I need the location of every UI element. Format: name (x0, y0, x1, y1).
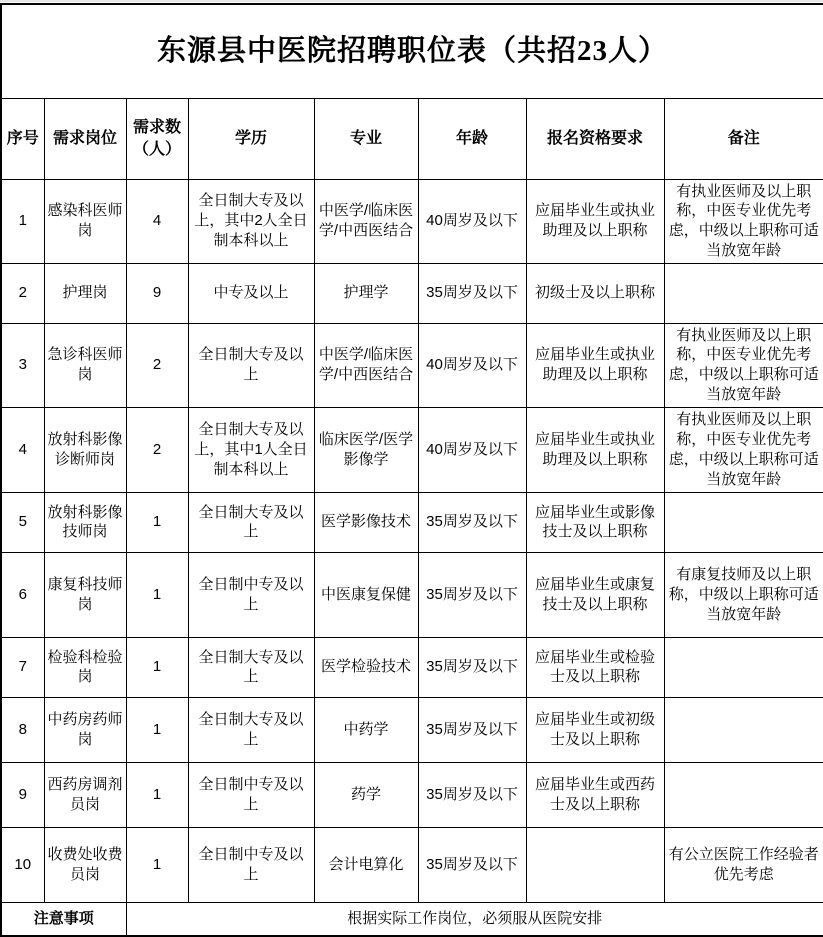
cell-post: 检验科检验岗 (44, 637, 126, 697)
cell-count: 9 (126, 263, 188, 323)
title-row (1, 4, 823, 98)
cell-age: 40周岁及以下 (418, 407, 526, 492)
cell-age: 35周岁及以下 (418, 263, 526, 323)
cell-major: 护理学 (314, 263, 418, 323)
cell-remark: 有康复技师及以上职称，中级以上职称可适当放宽年龄 (664, 552, 823, 637)
cell-qualification: 应届毕业生或西药士及以上职称 (526, 762, 664, 827)
cell-major: 医学检验技术 (314, 637, 418, 697)
column-header-remark: 备注 (664, 98, 823, 179)
notes-row (1, 902, 823, 936)
cell-qualification: 应届毕业生或康复技士及以上职称 (526, 552, 664, 637)
column-header-count: 需求数（人） (126, 98, 188, 179)
table-row (1, 407, 823, 492)
cell-post: 感染科医师岗 (44, 179, 126, 263)
cell-age: 35周岁及以下 (418, 637, 526, 697)
cell-remark (664, 637, 823, 697)
cell-post: 康复科技师岗 (44, 552, 126, 637)
column-header-major: 专业 (314, 98, 418, 179)
cell-remark (664, 762, 823, 827)
cell-age: 40周岁及以下 (418, 179, 526, 263)
cell-no: 2 (1, 263, 44, 323)
table-row (1, 492, 823, 552)
top-hairline (0, 0, 823, 2)
cell-post: 放射科影像诊断师岗 (44, 407, 126, 492)
cell-qualification: 应届毕业生或影像技士及以上职称 (526, 492, 664, 552)
cell-qualification: 应届毕业生或执业助理及以上职称 (526, 323, 664, 407)
cell-count: 4 (126, 179, 188, 263)
cell-remark (664, 263, 823, 323)
column-header-post: 需求岗位 (44, 98, 126, 179)
cell-count: 2 (126, 323, 188, 407)
cell-age: 40周岁及以下 (418, 323, 526, 407)
cell-no: 1 (1, 179, 44, 263)
cell-age: 35周岁及以下 (418, 762, 526, 827)
cell-no: 4 (1, 407, 44, 492)
notes-label: 注意事项 (1, 902, 126, 936)
column-header-qualification: 报名资格要求 (526, 98, 664, 179)
cell-education: 全日制中专及以上 (188, 827, 314, 902)
cell-education: 全日制大专及以上 (188, 697, 314, 762)
cell-major: 会计电算化 (314, 827, 418, 902)
cell-no: 3 (1, 323, 44, 407)
cell-qualification: 应届毕业生或初级士及以上职称 (526, 697, 664, 762)
table-row (1, 179, 823, 263)
cell-age: 35周岁及以下 (418, 827, 526, 902)
cell-qualification (526, 827, 664, 902)
cell-age: 35周岁及以下 (418, 697, 526, 762)
table-row (1, 552, 823, 637)
cell-count: 1 (126, 637, 188, 697)
cell-age: 35周岁及以下 (418, 552, 526, 637)
cell-count: 1 (126, 552, 188, 637)
column-header-age: 年龄 (418, 98, 526, 179)
cell-post: 西药房调剂员岗 (44, 762, 126, 827)
cell-post: 急诊科医师岗 (44, 323, 126, 407)
cell-count: 1 (126, 492, 188, 552)
cell-education: 全日制中专及以上 (188, 762, 314, 827)
cell-education: 全日制中专及以上 (188, 552, 314, 637)
cell-major: 中医康复保健 (314, 552, 418, 637)
cell-qualification: 应届毕业生或执业助理及以上职称 (526, 179, 664, 263)
cell-remark: 有执业医师及以上职称，中医专业优先考虑，中级以上职称可适当放宽年龄 (664, 407, 823, 492)
cell-no: 5 (1, 492, 44, 552)
cell-count: 2 (126, 407, 188, 492)
table-row (1, 263, 823, 323)
cell-education: 中专及以上 (188, 263, 314, 323)
cell-qualification: 应届毕业生或执业助理及以上职称 (526, 407, 664, 492)
cell-major: 药学 (314, 762, 418, 827)
cell-education: 全日制大专及以上 (188, 323, 314, 407)
cell-no: 10 (1, 827, 44, 902)
cell-count: 1 (126, 697, 188, 762)
cell-major: 中医学/临床医学/中西医结合 (314, 323, 418, 407)
cell-no: 9 (1, 762, 44, 827)
cell-post: 放射科影像技师岗 (44, 492, 126, 552)
cell-remark: 有公立医院工作经验者优先考虑 (664, 827, 823, 902)
cell-remark: 有执业医师及以上职称，中医专业优先考虑，中级以上职称可适当放宽年龄 (664, 323, 823, 407)
cell-post: 护理岗 (44, 263, 126, 323)
cell-count: 1 (126, 827, 188, 902)
table-row (1, 323, 823, 407)
cell-qualification: 应届毕业生或检验士及以上职称 (526, 637, 664, 697)
cell-remark: 有执业医师及以上职称，中医专业优先考虑，中级以上职称可适当放宽年龄 (664, 179, 823, 263)
cell-remark (664, 697, 823, 762)
cell-education: 全日制大专及以上，其中1人全日制本科以上 (188, 407, 314, 492)
cell-post: 收费处收费员岗 (44, 827, 126, 902)
cell-no: 7 (1, 637, 44, 697)
cell-no: 8 (1, 697, 44, 762)
job-table (0, 3, 823, 937)
cell-qualification: 初级士及以上职称 (526, 263, 664, 323)
notes-content: 根据实际工作岗位，必须服从医院安排 (126, 902, 823, 936)
cell-major: 中医学/临床医学/中西医结合 (314, 179, 418, 263)
table-row (1, 697, 823, 762)
header-row (1, 98, 823, 179)
column-header-education: 学历 (188, 98, 314, 179)
table-row (1, 762, 823, 827)
table-row (1, 827, 823, 902)
cell-education: 全日制大专及以上 (188, 637, 314, 697)
cell-major: 医学影像技术 (314, 492, 418, 552)
cell-post: 中药房药师岗 (44, 697, 126, 762)
cell-no: 6 (1, 552, 44, 637)
table-row (1, 637, 823, 697)
cell-education: 全日制大专及以上，其中2人全日制本科以上 (188, 179, 314, 263)
cell-major: 临床医学/医学影像学 (314, 407, 418, 492)
column-header-no: 序号 (1, 98, 44, 179)
cell-education: 全日制大专及以上 (188, 492, 314, 552)
cell-major: 中药学 (314, 697, 418, 762)
cell-remark (664, 492, 823, 552)
page-title: 东源县中医院招聘职位表（共招23人） (1, 4, 823, 98)
cell-count: 1 (126, 762, 188, 827)
cell-age: 35周岁及以下 (418, 492, 526, 552)
